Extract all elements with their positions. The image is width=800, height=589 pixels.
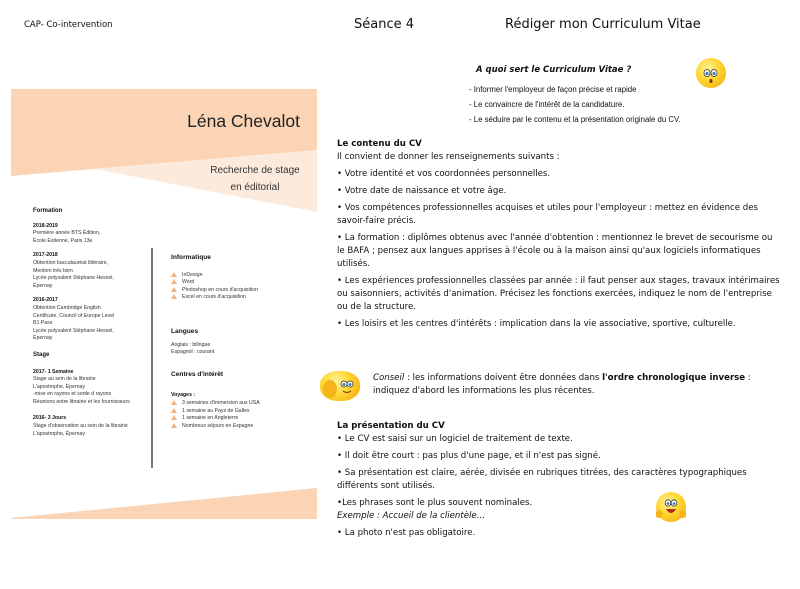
conseil-text: : indiquez d'abord les informations les plus récentes.	[373, 373, 751, 396]
cv-interets-title: Centres d'intérêt	[171, 370, 224, 378]
presentation-item: • La photo n'est pas obligatoire.	[337, 528, 476, 538]
course-label: CAP- Co-intervention	[24, 20, 113, 30]
cv-entry-line: Certificate, Council of Europe Level	[33, 312, 115, 319]
cv-voyages-label: Voyages :	[171, 392, 196, 399]
cv-entry-line: L'apostrophe, Épernay	[33, 383, 86, 390]
cv-example	[0, 0, 330, 589]
cv-formation-entry	[33, 252, 143, 290]
presentation-example: Exemple : Accueil de la clientèle…	[337, 511, 486, 521]
cv-entry-line: Épernay	[33, 282, 53, 289]
presentation-item: •Les phrases sont le plus souvent nominales.	[337, 498, 533, 508]
cv-stage-entry	[33, 369, 143, 407]
cv-entry-year: 2016-2017	[33, 297, 58, 304]
cv-entry-line: École Estienne, Paris 13e	[33, 237, 93, 244]
cv-entry-line: Stage au sein de la librairie	[33, 376, 96, 383]
cv-entry-line: Première année BTS Édition,	[33, 230, 101, 237]
triangle-bullet-icon	[171, 408, 177, 413]
triangle-bullet-icon	[171, 279, 177, 284]
cv-entry-line: -mise en rayons et sortie d rayons	[33, 391, 112, 398]
cv-formation-entry	[33, 223, 143, 246]
conseil-emphasis: l'ordre chronologique inverse	[602, 373, 746, 383]
cv-entry-line: Obtention Cambridge English	[33, 304, 101, 311]
cv-entry-line: L'apostrophe, Épernay	[33, 430, 86, 437]
cv-entry-line: Mention très bien	[33, 267, 73, 274]
triangle-bullet-icon	[171, 272, 177, 277]
conseil-label: Conseil	[373, 373, 405, 383]
pointing-emoji-icon	[320, 371, 360, 401]
contenu-item: • Votre identité et vos coordonnées personnelles.	[337, 169, 551, 179]
purpose-item: - Informer l'employeur de façon précise et rapide	[469, 85, 637, 94]
cv-entry-year: 2017- 1 Semaine	[33, 368, 74, 375]
cv-informatique-title: Informatique	[171, 254, 211, 261]
cv-travel-item	[171, 423, 321, 431]
cv-entry-line: Stage d'observation au sein de la librairie	[33, 423, 128, 430]
cv-language-item: Espagnol : courant	[171, 349, 215, 356]
cv-formation-title: Formation	[33, 208, 63, 214]
page-title: Rédiger mon Curriculum Vitae	[505, 17, 701, 32]
cv-formation-entry	[33, 297, 143, 343]
triangle-bullet-icon	[171, 294, 177, 299]
thumbs-up-emoji-icon	[656, 492, 686, 522]
cv-entry-year: 2016- 3 Jours	[33, 415, 67, 422]
cv-entry-line: Lycée polyvalent Stéphane Hessel,	[33, 275, 114, 282]
triangle-bullet-icon	[171, 415, 177, 420]
cv-skill-item	[171, 272, 321, 280]
cv-skill-item	[171, 279, 321, 287]
triangle-bullet-icon	[171, 287, 177, 292]
cv-skill-label: InDesign	[182, 271, 203, 278]
contenu-item: • Les expériences professionnelles classées par année : il faut penser aux stages, travaux intérimaires ou saisonniers, activités d'animation. Précisez les fonctions exercées, indiquez le nom de l'entreprise ou de la structure.	[337, 276, 780, 312]
cv-entry-year: 2018-2019	[33, 222, 58, 229]
session-label: Séance 4	[354, 17, 415, 32]
cv-travel-label: 1 semaine en Angleterre	[182, 415, 239, 422]
contenu-intro: Il convient de donner les renseignements suivants :	[337, 152, 560, 162]
contenu-item: • Les loisirs et les centres d'intérêts : implication dans la vie associative, sportive, culturelle.	[337, 319, 736, 329]
cv-travel-label: 3 semaines d'immersion aux USA	[182, 399, 260, 406]
cv-entry-year: 2017-2018	[33, 252, 58, 259]
contenu-section	[337, 138, 782, 335]
cv-subtitle-line: en éditorial	[230, 182, 280, 193]
conseil-box	[373, 372, 783, 398]
cv-entry-line: Obtention baccalauréat littéraire,	[33, 259, 108, 266]
cv-right-column	[171, 254, 321, 430]
contenu-item: • Vos compétences professionnelles acquises et utiles pour l'employeur : mettez en évidence des savoir-faire précis.	[337, 203, 759, 226]
purpose-item: - Le convaincre de l'intérêt de la candidature.	[469, 100, 625, 109]
cv-stage-entry	[33, 415, 143, 438]
presentation-item: • Il doit être court : pas plus d'une page, et il n'est pas signé.	[337, 451, 601, 461]
cv-entry-line: Lycée polyvalent Stéphane Hessel,	[33, 327, 114, 334]
purpose-list	[469, 82, 681, 127]
cv-name: Léna Chevalot	[187, 111, 300, 131]
cv-skill-label: Excel en cours d'acquisition	[182, 294, 246, 301]
purpose-item: - Le séduire par le contenu et la présentation originale du CV.	[469, 115, 681, 124]
cv-column-separator	[151, 248, 153, 468]
thinking-emoji-icon	[696, 58, 726, 88]
cv-skill-item	[171, 294, 321, 302]
cv-stage-title: Stage	[33, 351, 50, 358]
cv-entry-line: Épernay	[33, 335, 53, 342]
presentation-item: • Sa présentation est claire, aérée, divisée en rubriques titrées, des caractères typographiques différents sont utilisés.	[337, 468, 747, 491]
presentation-title: La présentation du CV	[337, 421, 445, 431]
purpose-title: A quoi sert le Curriculum Vitae ?	[476, 65, 632, 75]
conseil-text: : les informations doivent être données dans	[404, 373, 603, 383]
cv-travel-item	[171, 408, 321, 416]
contenu-item: • Votre date de naissance et votre âge.	[337, 186, 507, 196]
cv-entry-line: B1 Pass	[33, 320, 53, 327]
presentation-section	[337, 420, 782, 544]
contenu-item: • La formation : diplômes obtenus avec l'année d'obtention : mentionnez le brevet de secourisme ou le BAFA ; pensez aux langues apprises à l'école ou à la maison ainsi qu'aux logiciels informatiques utilisés.	[337, 233, 773, 269]
cv-subtitle	[200, 162, 310, 196]
cv-langues-title: Langues	[171, 327, 199, 335]
cv-subtitle-line: Recherche de stage	[210, 165, 300, 176]
cv-skill-item	[171, 287, 321, 295]
contenu-title: Le contenu du CV	[337, 139, 422, 149]
presentation-item: • Le CV est saisi sur un logiciel de traitement de texte.	[337, 434, 573, 444]
cv-left-column	[33, 208, 143, 445]
cv-entry-line: Réunions entre librairie et les fournisseurs	[33, 398, 130, 405]
triangle-bullet-icon	[171, 400, 177, 405]
cv-travel-item	[171, 415, 321, 423]
cv-language-item: Anglais : bilingue	[171, 341, 211, 348]
cv-travel-label: Nombreux séjours en Espagne	[182, 422, 254, 429]
triangle-bullet-icon	[171, 423, 177, 428]
cv-travel-label: 1 semaine au Pays de Galles	[182, 407, 250, 414]
cv-skill-label: Word	[182, 279, 195, 286]
cv-travel-item	[171, 400, 321, 408]
cv-skill-label: Photoshop en cours d'acquisition	[182, 286, 258, 293]
